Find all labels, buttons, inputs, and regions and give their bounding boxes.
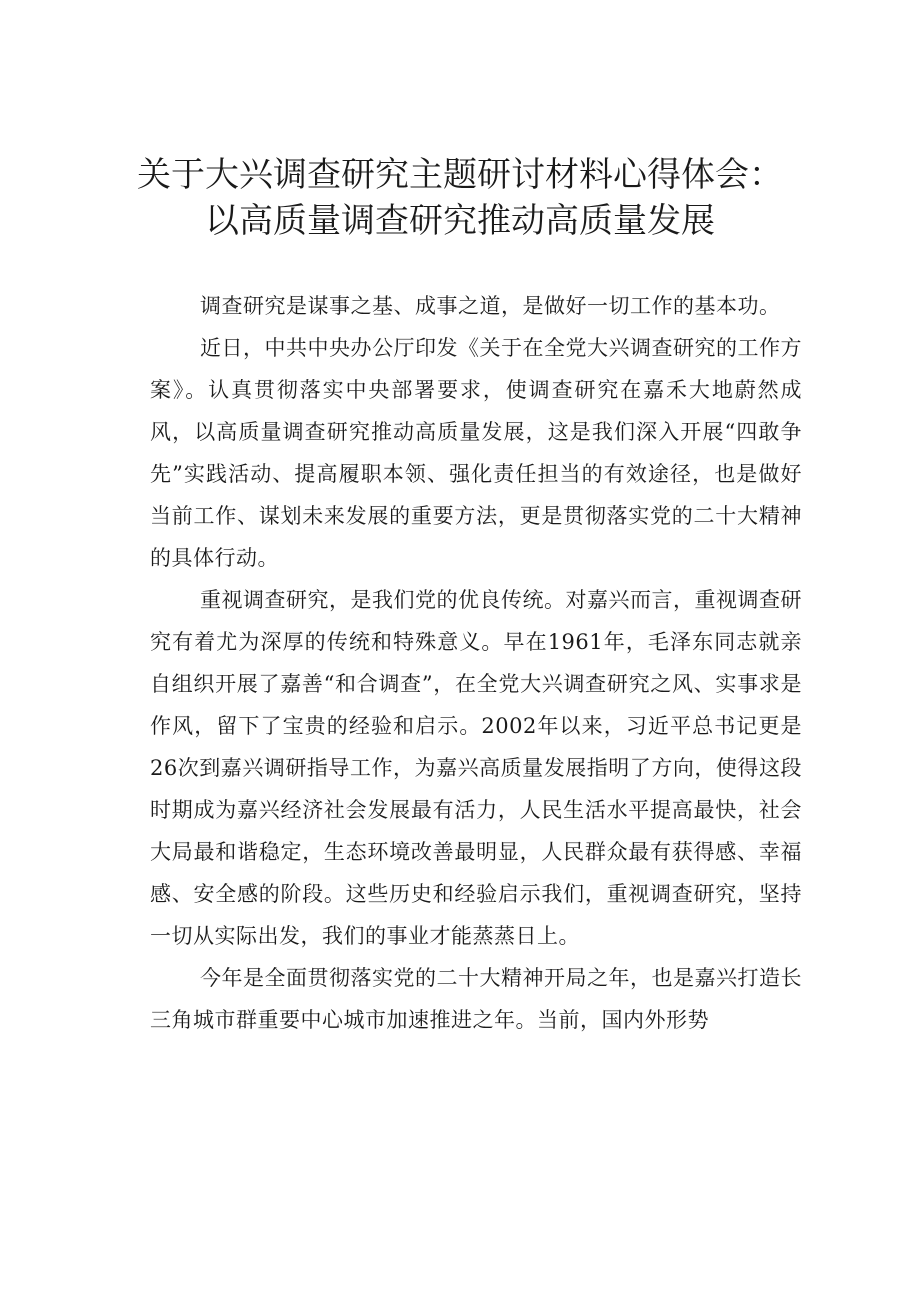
document-title-line-2: 以高质量调查研究推动高质量发展 [205,201,715,241]
paragraph-1: 调查研究是谋事之基、成事之道，是做好一切工作的基本功。 [200,294,781,318]
document-title-line-1: 关于大兴调查研究主题研讨材料心得体会： [137,155,783,195]
document-body [150,285,802,1041]
paragraph-2: 近日，中共中央办公厅印发《关于在全党大兴调查研究的工作方案》。认真贯彻落实中央部署要求，使调查研究在嘉禾大地蔚然成风，以高质量调查研究推动高质量发展，这是我们深入开展“四敢争先”实践活动、提高履职本领、强化责任担当的有效途径，也是做好当前工作、谋划未来发展的重要方法，更是贯彻落实党的二十大精神的具体行动。 [150,336,802,570]
paragraph-3: 重视调查研究，是我们党的优良传统。对嘉兴而言，重视调查研究有着尤为深厚的传统和特殊意义。早在1961年，毛泽东同志就亲自组织开展了嘉善“和合调查”，在全党大兴调查研究之风、实事求是作风，留下了宝贵的经验和启示。2002年以来，习近平总书记更是26次到嘉兴调研指导工作，为嘉兴高质量发展指明了方向，使得这段时期成为嘉兴经济社会发展最有活力，人民生活水平提高最快，社会大局最和谐稳定，生态环境改善最明显，人民群众最有获得感、幸福感、安全感的阶段。这些历史和经验启示我们，重视调查研究，坚持一切从实际出发，我们的事业才能蒸蒸日上。 [150,588,802,948]
paragraph-4: 今年是全面贯彻落实党的二十大精神开局之年，也是嘉兴打造长三角城市群重要中心城市加速推进之年。当前，国内外形势 [150,966,802,1032]
